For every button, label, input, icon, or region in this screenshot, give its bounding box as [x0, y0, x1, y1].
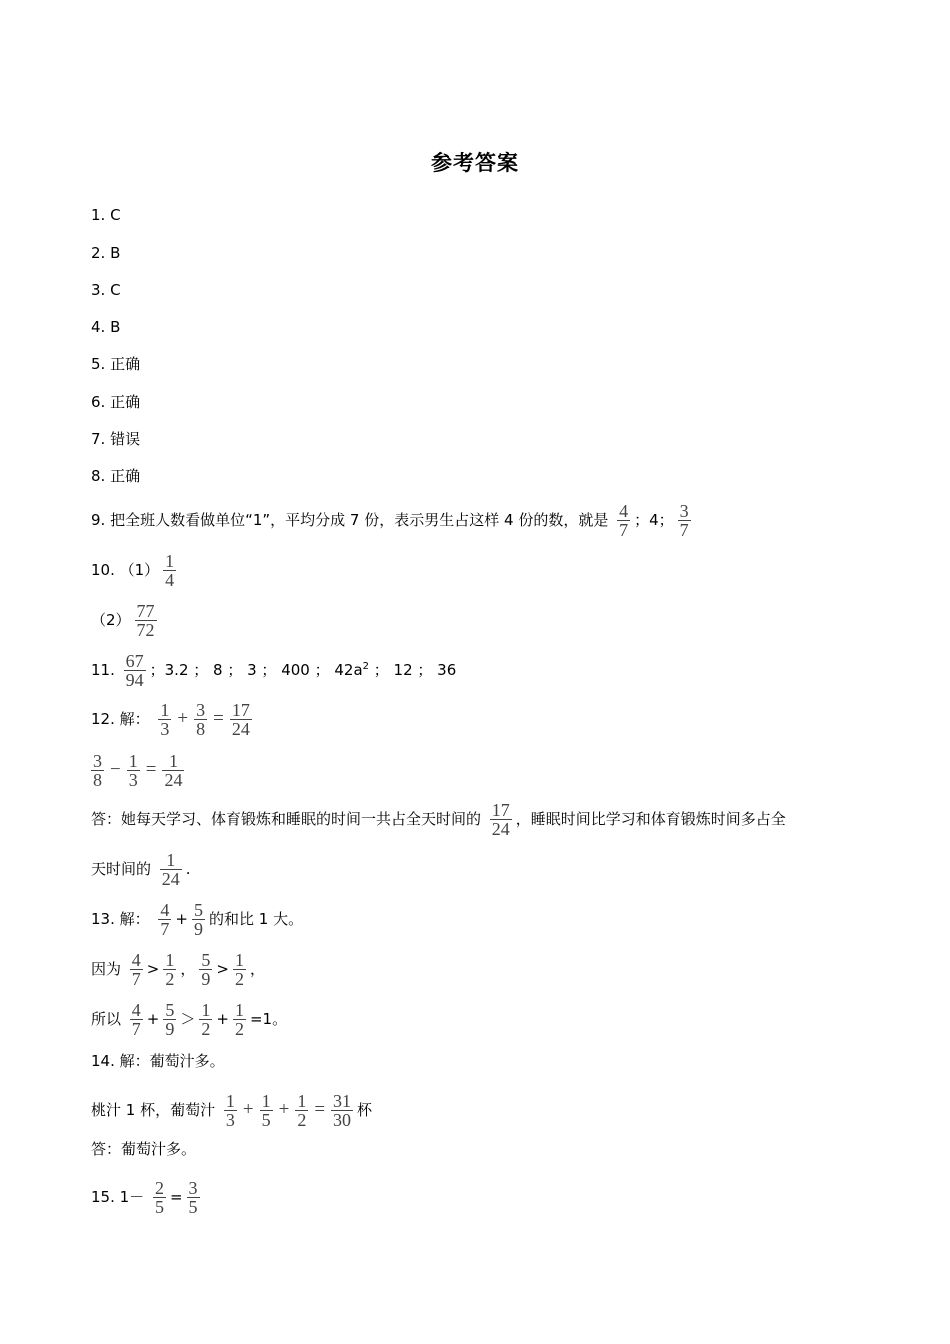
- answer-13-because: 因为: [91, 960, 122, 978]
- answer-2: 2. B: [91, 244, 121, 262]
- answer-13-line-2: [91, 952, 265, 987]
- answer-14-line-2: [91, 1093, 372, 1128]
- operator: +: [242, 1099, 254, 1120]
- answer-10-label: 10. （1）: [91, 561, 160, 579]
- page-title: 参考答案: [431, 151, 519, 175]
- answer-10-part-1: [91, 553, 180, 588]
- fraction: $\frac{4}{7}$: [160, 900, 170, 939]
- operator: +: [216, 1010, 229, 1028]
- operator: >: [216, 960, 229, 978]
- answer-11-label: 11.: [91, 661, 115, 679]
- answer-13-label: 13. 解：: [91, 910, 150, 928]
- fraction: $\frac{5}{9}$: [193, 900, 203, 939]
- answer-9: [91, 503, 695, 538]
- answer-12-text-1: 答：她每天学习、体育锻炼和睡眠的时间一共占全天时间的: [91, 810, 482, 828]
- answer-12-conclusion-cont: [91, 852, 191, 887]
- answer-11: [91, 653, 456, 688]
- answer-12-end: .: [185, 860, 191, 878]
- operator: +: [278, 1099, 290, 1120]
- fraction: $\frac{4}{7}$: [131, 950, 141, 989]
- answer-3: 3. C: [91, 281, 121, 299]
- answer-12-eq-1: [91, 702, 256, 737]
- operator: =: [213, 708, 224, 729]
- fraction: $\frac{1}{2}$: [165, 950, 175, 989]
- fraction: $\frac{1}{4}$: [165, 551, 175, 590]
- answer-1: 1. C: [91, 206, 121, 224]
- separator: ，: [249, 960, 265, 978]
- answer-13-line-3: [91, 1002, 287, 1037]
- fraction: $\frac{2}{5}$: [154, 1178, 164, 1217]
- fraction: $\frac{5}{9}$: [165, 1000, 175, 1039]
- answer-6: 6. 正确: [91, 393, 141, 411]
- answer-13-so: 所以: [91, 1010, 122, 1028]
- fraction: $\frac{67}{94}$: [125, 651, 144, 690]
- answer-13-end: =1。: [249, 1010, 288, 1028]
- answer-12-eq-2: [87, 753, 188, 788]
- fraction: $\frac{1}{2}$: [234, 950, 244, 989]
- answer-11-values: ；3.2 ； 8 ； 3 ； 400 ； 42a: [149, 661, 363, 679]
- fraction: $\frac{17}{24}$: [491, 800, 510, 839]
- answer-15: [91, 1180, 204, 1215]
- fraction: $\frac{4}{7}$: [619, 501, 629, 540]
- fraction: $\frac{4}{7}$: [131, 1000, 141, 1039]
- fraction: $\frac{3}{7}$: [679, 501, 689, 540]
- fraction: $\frac{5}{9}$: [201, 950, 211, 989]
- answer-4: 4. B: [91, 318, 121, 336]
- answer-10-label-2: （2）: [91, 611, 131, 629]
- separator: ，: [180, 960, 196, 978]
- operator: =: [145, 759, 157, 780]
- operator: =: [169, 1188, 183, 1206]
- fraction: $\frac{1}{3}$: [160, 700, 170, 739]
- answer-12-conclusion: [91, 802, 786, 837]
- answer-9-mid: ；4；: [634, 511, 674, 529]
- exponent: 2: [362, 661, 370, 672]
- operator: +: [146, 1010, 160, 1028]
- operator: >: [146, 960, 160, 978]
- answer-11-values-2: ； 12 ； 36: [369, 661, 457, 679]
- fraction: $\frac{1}{3}$: [128, 751, 138, 790]
- fraction: $\frac{3}{8}$: [196, 700, 206, 739]
- fraction: $\frac{1}{24}$: [161, 850, 180, 889]
- fraction: $\frac{3}{8}$: [93, 751, 102, 790]
- answer-15-label: 15. 1－: [91, 1188, 145, 1206]
- fraction: $\frac{1}{3}$: [225, 1091, 235, 1130]
- operator: ＞: [180, 1010, 196, 1028]
- answer-5: 5. 正确: [91, 355, 141, 373]
- fraction: $\frac{1}{5}$: [261, 1091, 271, 1130]
- operator: =: [314, 1099, 326, 1120]
- fraction: $\frac{17}{24}$: [231, 700, 250, 739]
- answer-12-text-2: ，睡眠时间比学习和体育锻炼时间多占全: [515, 810, 786, 828]
- fraction: $\frac{31}{30}$: [333, 1091, 352, 1130]
- fraction: $\frac{1}{24}$: [164, 751, 183, 790]
- answer-12-text-3: 天时间的: [91, 860, 152, 878]
- fraction: $\frac{77}{72}$: [136, 601, 155, 640]
- answer-9-text: 9. 把全班人数看做单位“1”，平均分成 7 份，表示男生占这样 4 份的数，就是: [91, 511, 609, 529]
- answer-13-line-1: [91, 902, 303, 937]
- answer-14-unit: 杯: [357, 1101, 373, 1119]
- operator: −: [110, 759, 121, 780]
- answer-14-text: 桃汁 1 杯，葡萄汁: [91, 1101, 216, 1119]
- fraction: $\frac{1}{2}$: [297, 1091, 307, 1130]
- fraction: $\frac{1}{2}$: [201, 1000, 211, 1039]
- operator: +: [177, 708, 189, 729]
- answer-8: 8. 正确: [91, 467, 141, 485]
- answer-12-label: 12. 解：: [91, 710, 150, 728]
- answer-14-line-3: 答：葡萄汁多。: [91, 1140, 197, 1158]
- answer-13-conclusion: 的和比 1 大。: [208, 910, 304, 928]
- answer-7: 7. 错误: [91, 430, 141, 448]
- answer-10-part-2: [91, 603, 161, 638]
- operator: +: [175, 910, 188, 928]
- fraction: $\frac{1}{2}$: [234, 1000, 244, 1039]
- answer-14-line-1: 14. 解：葡萄汁多。: [91, 1052, 225, 1070]
- fraction: $\frac{3}{5}$: [188, 1178, 198, 1217]
